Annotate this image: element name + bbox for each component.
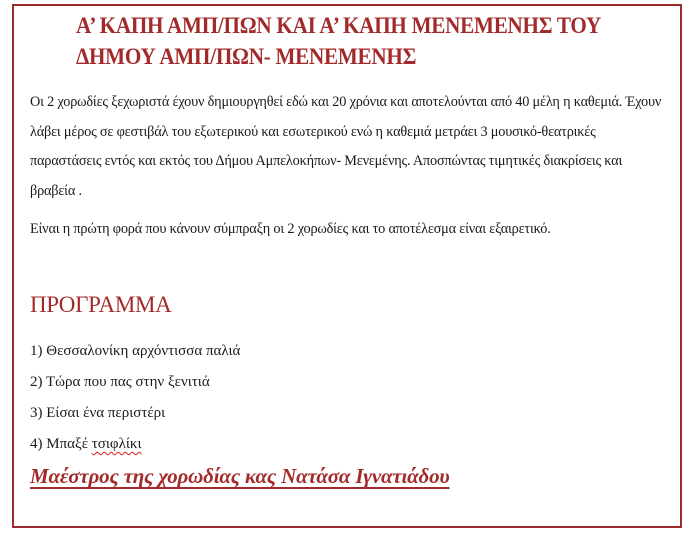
paragraph-intro: Οι 2 χορωδίες ξεχωριστά έχουν δημιουργηθεί εδώ και 20 χρόνια και αποτελούνται από 40 μέλη η καθεμιά. Έχουν λάβει μέρος σε φεστιβάλ του εξωτερικού και εσωτερικού ενώ η καθεμιά μετράει 3 μουσικό-θεατρικές παραστάσεις εντός και εκτός του Δήμου Αμπελοκήπων- Μενεμένης. Αποσπώντας τιμητικές διακρίσεις και βραβεία .: [30, 94, 662, 199]
title-line-1: Α’ ΚΑΠΗ ΑΜΠ/ΠΩΝ ΚΑΙ Α’ ΚΑΠΗ ΜΕΝΕΜΕΝΗΣ ΤΟΥ: [76, 13, 602, 38]
program-item-4-prefix: 4) Μπαξέ: [30, 436, 92, 452]
title-line-2: ΔΗΜΟΥ ΑΜΠ/ΠΩΝ- ΜΕΝΕΜΕΝΗΣ: [76, 44, 417, 69]
paragraph-collaboration: Είναι η πρώτη φορά που κάνουν σύμπραξη οι 2 χορωδίες και το αποτέλεσμα είναι εξαιρετικό.: [30, 221, 551, 237]
conductor-credit: Μαέστρος της χορωδίας κας Νατάσα Ιγνατιάδου: [30, 464, 450, 488]
program-item-3: 3) Είσαι ένα περιστέρι: [30, 405, 166, 421]
program-item-4: [30, 429, 240, 460]
program-heading: ΠΡΟΓΡΑΜΜΑ: [30, 292, 172, 317]
program-item-2: 2) Τώρα που πας στην ξενιτιά: [30, 374, 210, 390]
document-title: [76, 10, 628, 72]
program-list: [30, 336, 240, 460]
program-item-4-misspelled-word: τσιφλίκι: [91, 436, 142, 452]
program-item-1: 1) Θεσσαλονίκη αρχόντισσα παλιά: [30, 343, 241, 359]
